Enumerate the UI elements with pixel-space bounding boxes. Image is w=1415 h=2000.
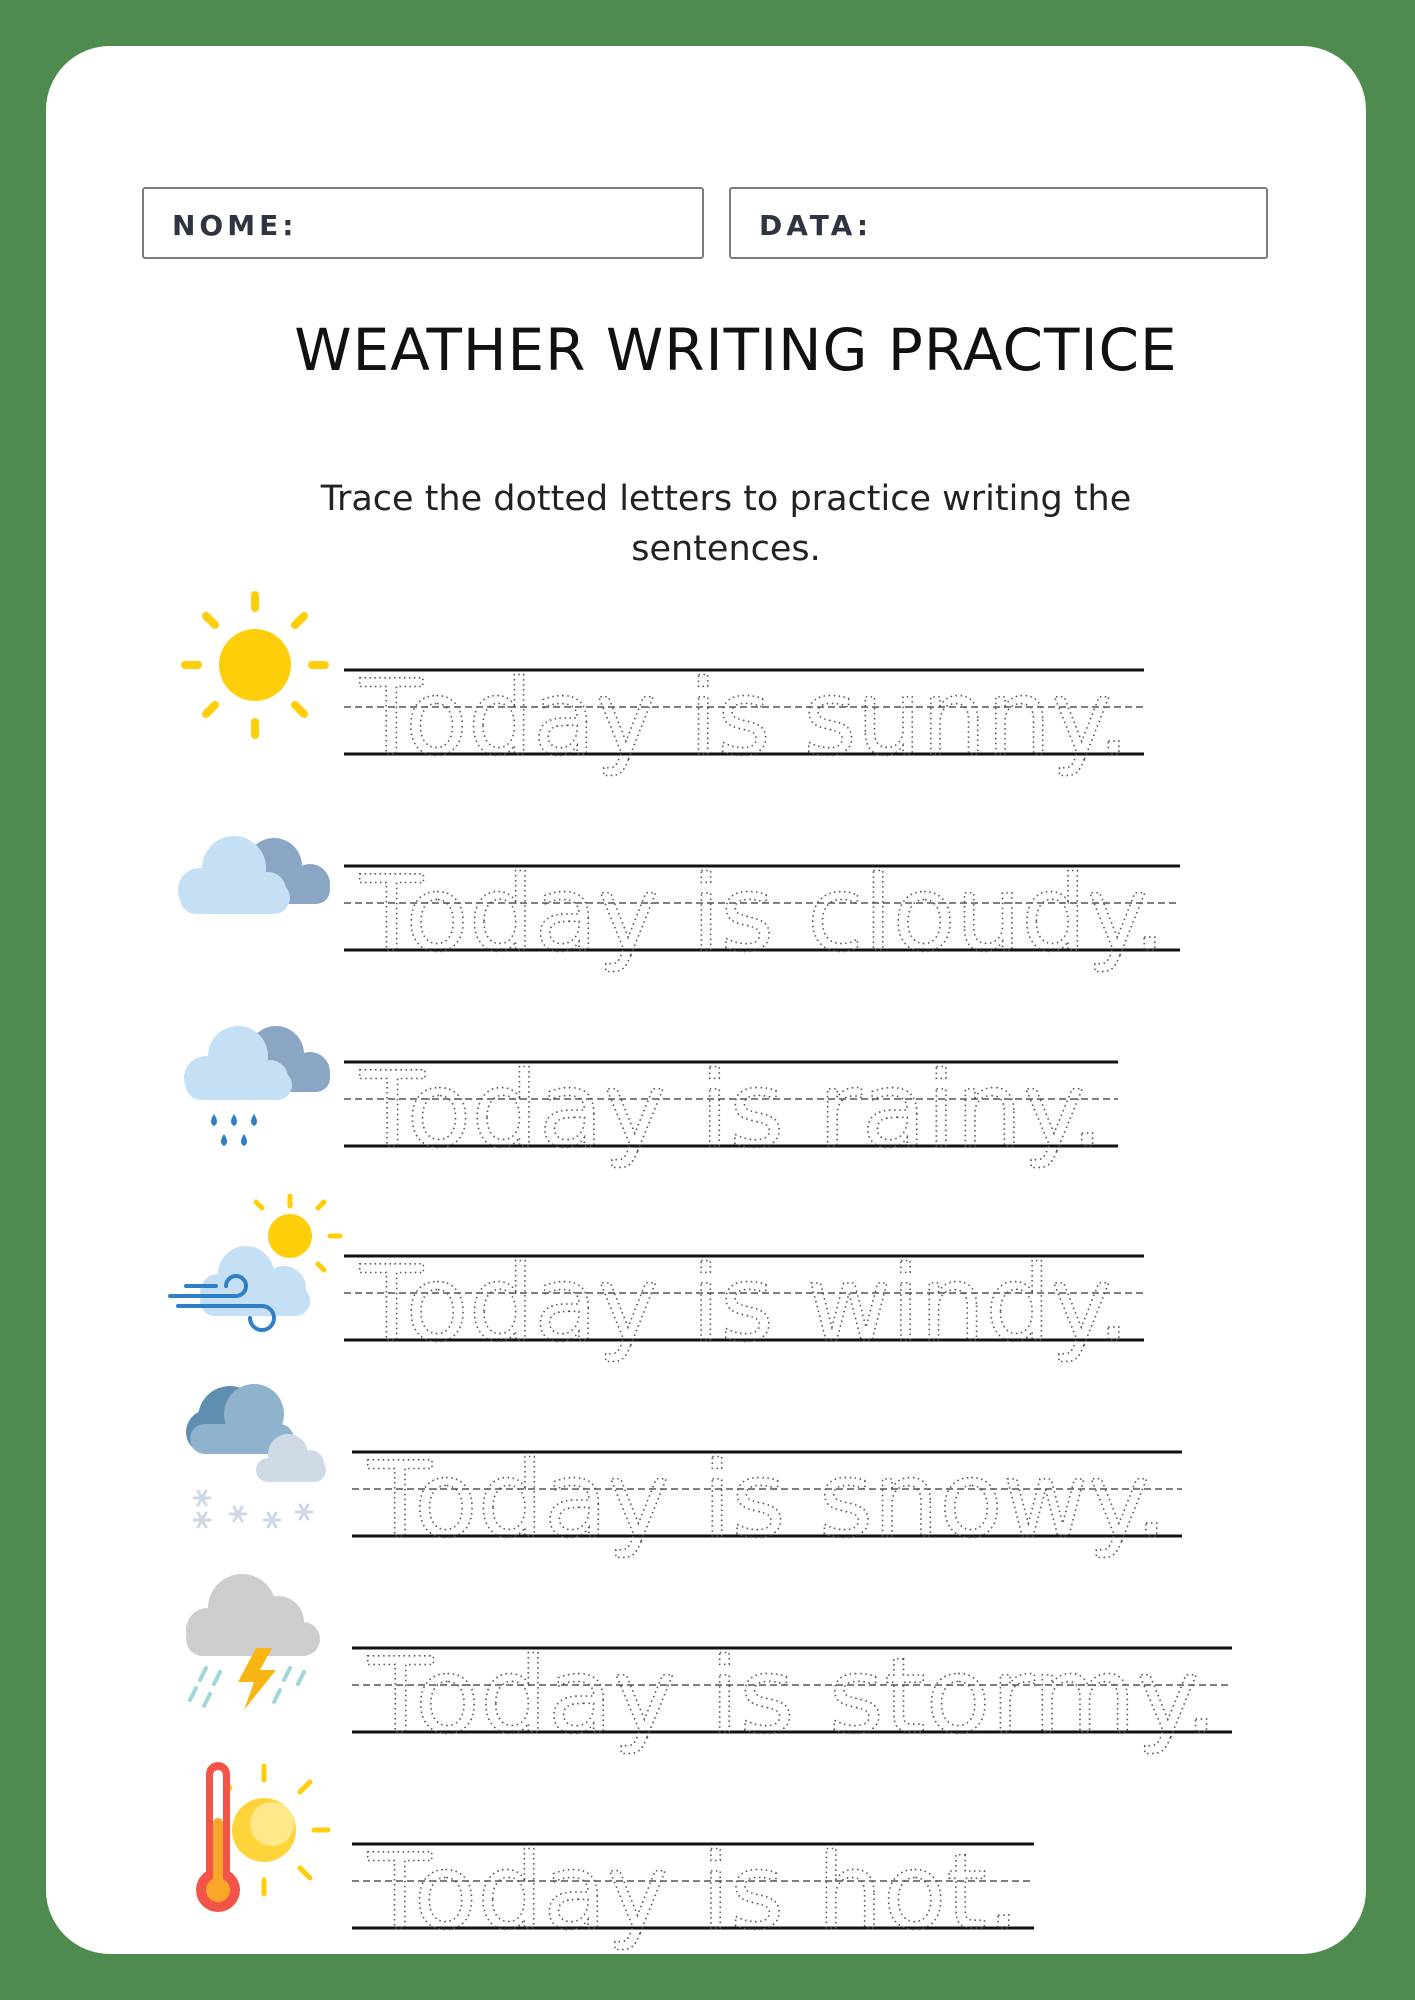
page-title: WEATHER WRITING PRACTICE <box>294 316 1178 384</box>
trace-sentence: Today is stormy. <box>366 1635 1218 1757</box>
tracing-line[interactable] <box>344 1232 1144 1372</box>
tracing-line[interactable] <box>352 1624 1232 1764</box>
trace-sentence: Today is windy. <box>359 1243 1130 1365</box>
tracing-line[interactable] <box>344 1038 1118 1178</box>
tracing-line[interactable] <box>344 842 1180 982</box>
trace-sentence: Today is sunny. <box>359 657 1130 779</box>
tracing-line[interactable] <box>344 646 1144 786</box>
trace-sentence: Today is cloudy. <box>359 853 1166 975</box>
worksheet-page <box>46 46 1366 1954</box>
snow-cloud-icon <box>178 1368 338 1528</box>
storm-cloud-icon <box>180 1564 330 1714</box>
name-field[interactable] <box>142 187 704 259</box>
trace-sentence: Today is hot. <box>367 1831 1020 1953</box>
name-label: NOME: <box>172 209 298 242</box>
sun-icon <box>180 590 330 740</box>
rain-cloud-icon <box>174 1002 344 1162</box>
instructions: Trace the dotted letters to practice writing the sentences. <box>320 479 1132 569</box>
cloud-icon <box>170 806 340 936</box>
trace-sentence: Today is rainy. <box>358 1049 1104 1171</box>
trace-sentence: Today is snowy. <box>366 1439 1168 1561</box>
thermometer-sun-icon <box>186 1758 336 1918</box>
wind-sun-cloud-icon <box>166 1194 346 1354</box>
tracing-line[interactable] <box>352 1820 1034 1960</box>
date-label: DATA: <box>759 209 873 242</box>
tracing-line[interactable] <box>352 1428 1182 1568</box>
date-field[interactable] <box>729 187 1268 259</box>
